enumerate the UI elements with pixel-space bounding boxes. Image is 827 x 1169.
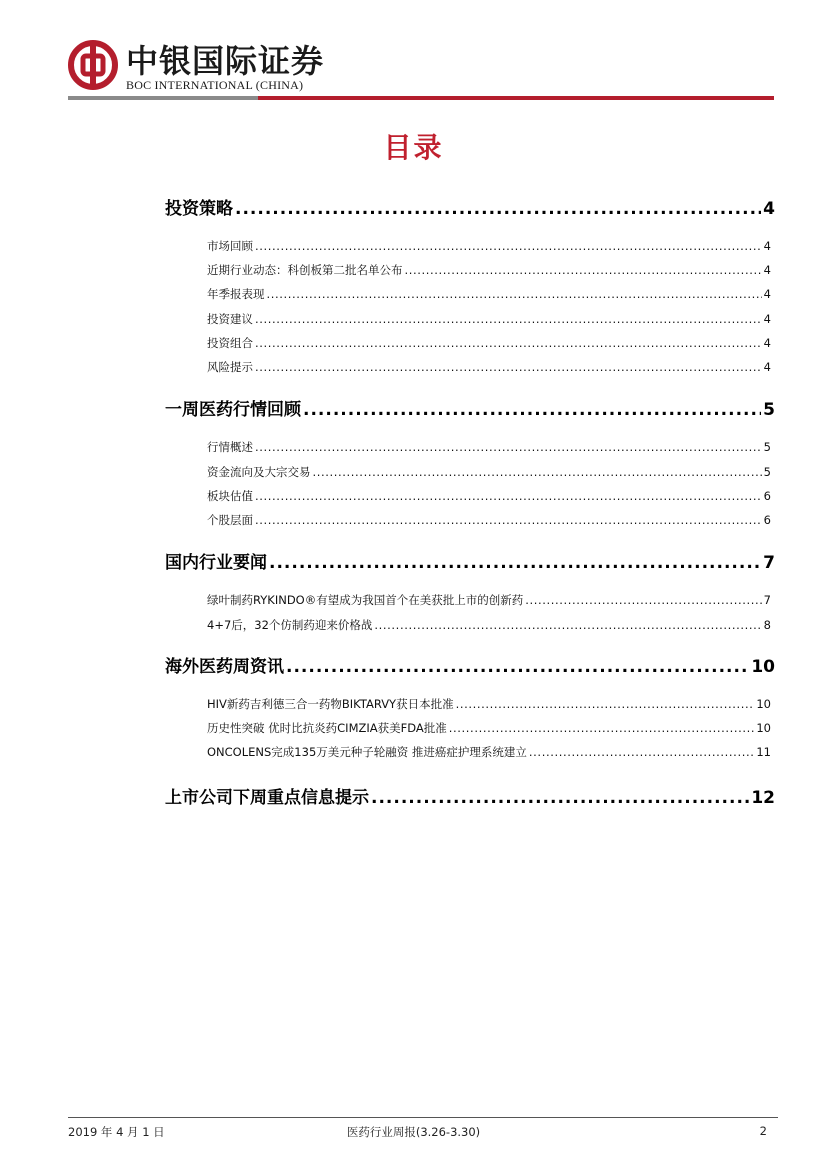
toc-entry-level2[interactable]: 市场回顾 ..... 4 — [207, 238, 771, 254]
toc-entry-level2[interactable]: 风险提示 ..... 4 — [207, 359, 771, 375]
footer-report-title: 医药行业周报(3.26-3.30) — [346, 1125, 481, 1139]
brand-name-en: BOC INTERNATIONAL (CHINA) — [126, 78, 304, 92]
toc-entry-level2[interactable]: 年季报表现 ..... 4 — [207, 286, 771, 302]
footer-page-number: 2 — [759, 1124, 767, 1138]
report-header — [68, 36, 778, 106]
boc-logo-icon — [68, 40, 118, 90]
toc-entry-level2[interactable]: 投资建议 ..... 4 — [207, 311, 771, 327]
toc-entry-level1[interactable]: 国内行业要闻 ..... 7 — [165, 551, 775, 575]
toc-entry-level2[interactable]: 板块估值 ..... 6 — [207, 488, 771, 504]
toc-entry-level2[interactable]: 行情概述 ..... 5 — [207, 439, 771, 455]
toc-entry-level2[interactable]: HIV新药吉利德三合一药物BIKTARVY获日本批准 ..... 10 — [207, 696, 771, 712]
toc-entry-level2[interactable]: 历史性突破 优时比抗炎药CIMZIA获美FDA批准 ..... 10 — [207, 720, 771, 736]
header-rule-gray — [68, 96, 258, 100]
toc-entry-level2[interactable]: ONCOLENS完成135万美元种子轮融资 推进癌症护理系统建立 ..... 11 — [207, 744, 771, 760]
brand-name-cn: 中银国际证券 — [126, 42, 325, 80]
footer-rule — [68, 1117, 778, 1118]
toc-entry-level1[interactable]: 投资策略 ..... 4 — [165, 197, 775, 221]
toc-entry-level2[interactable]: 个股层面 ..... 6 — [207, 512, 771, 528]
toc-entry-level1[interactable]: 一周医药行情回顾 ..... 5 — [165, 398, 775, 422]
header-rule-red — [258, 96, 774, 100]
toc-entry-level2[interactable]: 投资组合 ..... 4 — [207, 335, 771, 351]
footer-date: 2019 年 4 月 1 日 — [68, 1125, 165, 1139]
toc-entry-level1[interactable]: 海外医药周资讯 ..... 10 — [165, 655, 775, 679]
toc-entry-level2[interactable]: 4+7后，32个仿制药迎来价格战 ..... 8 — [207, 617, 771, 633]
toc-entry-level2[interactable]: 资金流向及大宗交易 ..... 5 — [207, 464, 771, 480]
toc-title: 目录 — [383, 131, 444, 164]
toc-entry-level1[interactable]: 上市公司下周重点信息提示 ..... 12 — [165, 786, 775, 810]
toc-entry-level2[interactable]: 近期行业动态：科创板第二批名单公布 ..... 4 — [207, 262, 771, 278]
toc-entry-level2[interactable]: 绿叶制药RYKINDO®有望成为我国首个在美获批上市的创新药 ..... 7 — [207, 592, 771, 608]
